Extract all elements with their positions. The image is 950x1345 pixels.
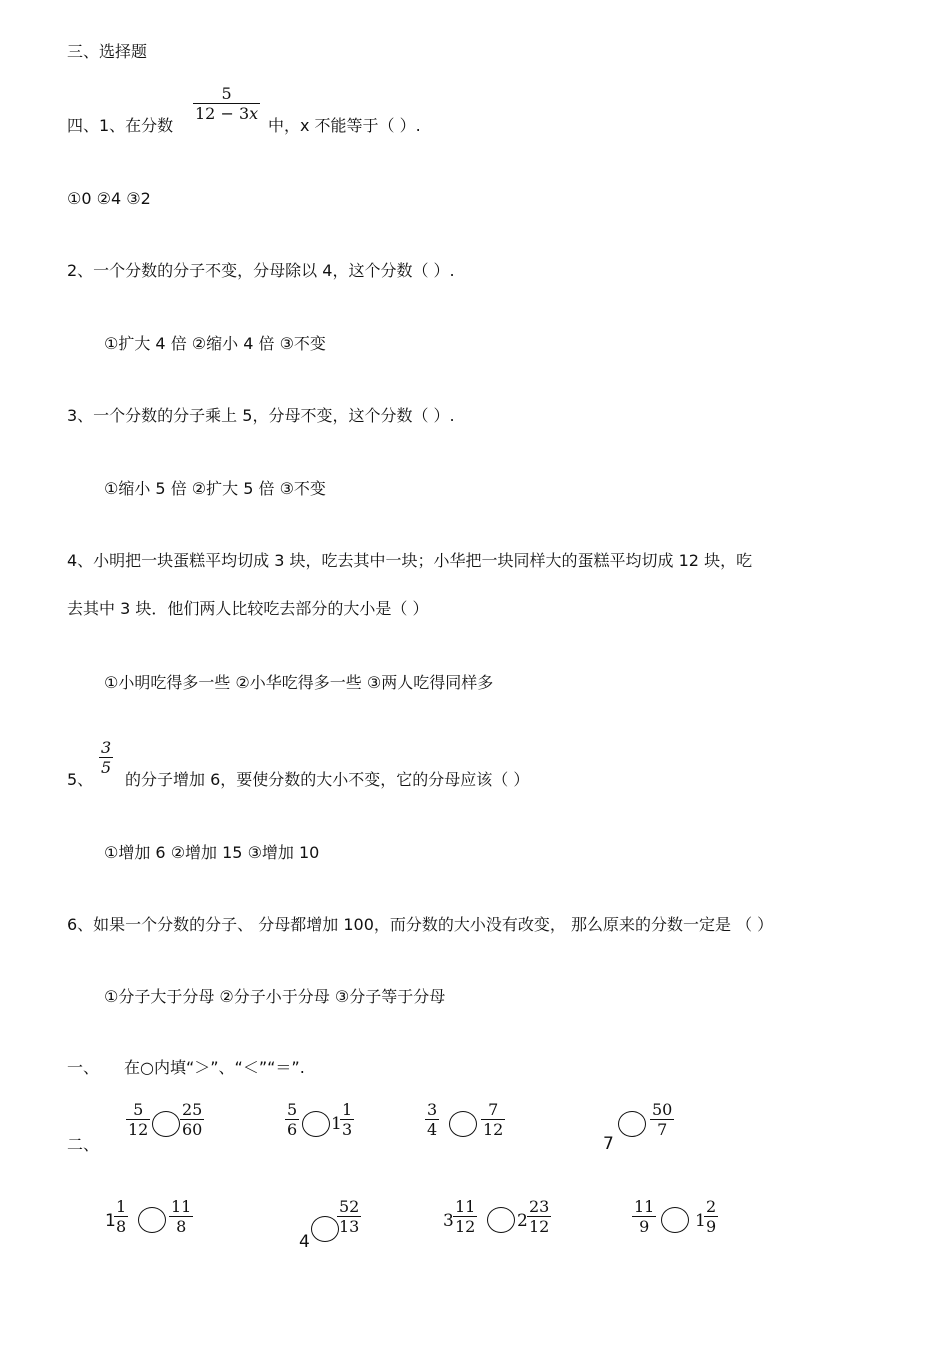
q4-options: ①小明吃得多一些 ②小华吃得多一些 ③两人吃得同样多 [104,673,494,692]
q3-text: 3、一个分数的分子乘上 5，分母不变，这个分数（ ）. [67,406,455,425]
denominator: 3 [342,1120,353,1139]
q6-options: ①分子大于分母 ②分子小于分母 ③分子等于分母 [104,987,446,1006]
section-one-label: 一、 [67,1058,100,1077]
compare-circle-r1d[interactable] [618,1111,646,1137]
q2-options: ①扩大 4 倍 ②缩小 4 倍 ③不变 [104,334,326,353]
r2d-left-fraction [632,1197,656,1236]
compare-circle-r2b[interactable] [311,1216,339,1242]
numerator: 7 [488,1100,499,1119]
denominator: 4 [427,1120,438,1139]
q5-fraction-numerator: 3 [101,738,112,757]
numerator: 11 [171,1197,192,1216]
section-three-title: 三、选择题 [67,42,148,61]
r2a-right-fraction [169,1197,193,1236]
r2c-right-fraction [527,1197,551,1236]
compare-circle-r1b[interactable] [302,1111,330,1137]
numerator: 23 [529,1197,550,1216]
r1a-right-fraction [180,1100,204,1139]
q1-prefix: 四、1、在分数 [67,116,174,135]
q6-text: 6、如果一个分数的分子、 分母都增加 100，而分数的大小没有改变， 那么原来的分数一定是 （ ） [67,915,774,934]
denominator: 12 [128,1120,149,1139]
r2c-left-fraction [453,1197,477,1236]
r1c-right-fraction [481,1100,505,1139]
q5-fraction-denominator: 5 [101,758,112,777]
denominator: 6 [287,1120,298,1139]
denominator: 12 [455,1217,476,1236]
numerator: 50 [652,1100,673,1119]
r2c-left-whole: 3 [443,1211,454,1231]
r2c-right-whole: 2 [517,1211,528,1231]
q5-fraction [99,738,113,777]
r2b-left-whole: 4 [299,1232,310,1252]
q5-prefix: 5、 [67,770,94,789]
numerator: 11 [634,1197,655,1216]
denominator: 12 [529,1217,550,1236]
r1b-right-whole: 1 [331,1114,342,1134]
q1-suffix: 中，x 不能等于（ ）. [268,116,421,135]
q5-suffix: 的分子增加 6，要使分数的大小不变，它的分母应该（ ） [125,770,530,789]
denominator: 60 [182,1120,203,1139]
q2-text: 2、一个分数的分子不变，分母除以 4，这个分数（ ）. [67,261,455,280]
numerator: 25 [182,1100,203,1119]
q1-fraction [193,84,260,123]
compare-circle-r2c[interactable] [487,1207,515,1233]
compare-circle-r1a[interactable] [152,1111,180,1137]
numerator: 2 [706,1197,717,1216]
r1c-left-fraction [425,1100,439,1139]
numerator: 3 [427,1100,438,1119]
denominator: 8 [176,1217,187,1236]
numerator: 5 [133,1100,144,1119]
numerator: 1 [342,1100,353,1119]
r1a-left-fraction [126,1100,150,1139]
r1b-right-fraction [340,1100,354,1139]
compare-circle-r2d[interactable] [661,1207,689,1233]
q1-den-variable: x [249,104,259,123]
q1-fraction-numerator: 5 [221,84,232,103]
denominator: 12 [483,1120,504,1139]
compare-circle-r1c[interactable] [449,1111,477,1137]
numerator: 52 [339,1197,360,1216]
denominator: 8 [116,1217,127,1236]
numerator: 5 [287,1100,298,1119]
r1b-left-fraction [285,1100,299,1139]
numerator: 11 [455,1197,476,1216]
section-one-text: 在○内填“＞”、“＜”“＝”. [124,1058,305,1077]
section-two-label: 二、 [67,1135,100,1154]
denominator: 13 [339,1217,360,1236]
q1-options: ①0 ②4 ③2 [67,189,151,208]
r2a-left-whole: 1 [105,1211,116,1231]
r2a-left-fraction [114,1197,128,1236]
q4-line1: 4、小明把一块蛋糕平均切成 3 块，吃去其中一块；小华把一块同样大的蛋糕平均切成 12 块，吃 [67,551,753,570]
q5-options: ①增加 6 ②增加 15 ③增加 10 [104,843,320,862]
r2d-right-whole: 1 [695,1211,706,1231]
q3-options: ①缩小 5 倍 ②扩大 5 倍 ③不变 [104,479,326,498]
denominator: 9 [706,1217,717,1236]
denominator: 7 [657,1120,668,1139]
r2d-right-fraction [704,1197,718,1236]
q1-den-part: 12 − 3 [195,104,250,123]
r1d-left-whole: 7 [603,1134,614,1154]
q4-line2: 去其中 3 块．他们两人比较吃去部分的大小是（ ） [67,599,429,618]
r2b-right-fraction [337,1197,361,1236]
compare-circle-r2a[interactable] [138,1207,166,1233]
denominator: 9 [639,1217,650,1236]
r1d-right-fraction [650,1100,674,1139]
q1-fraction-denominator [193,104,260,123]
numerator: 1 [116,1197,127,1216]
